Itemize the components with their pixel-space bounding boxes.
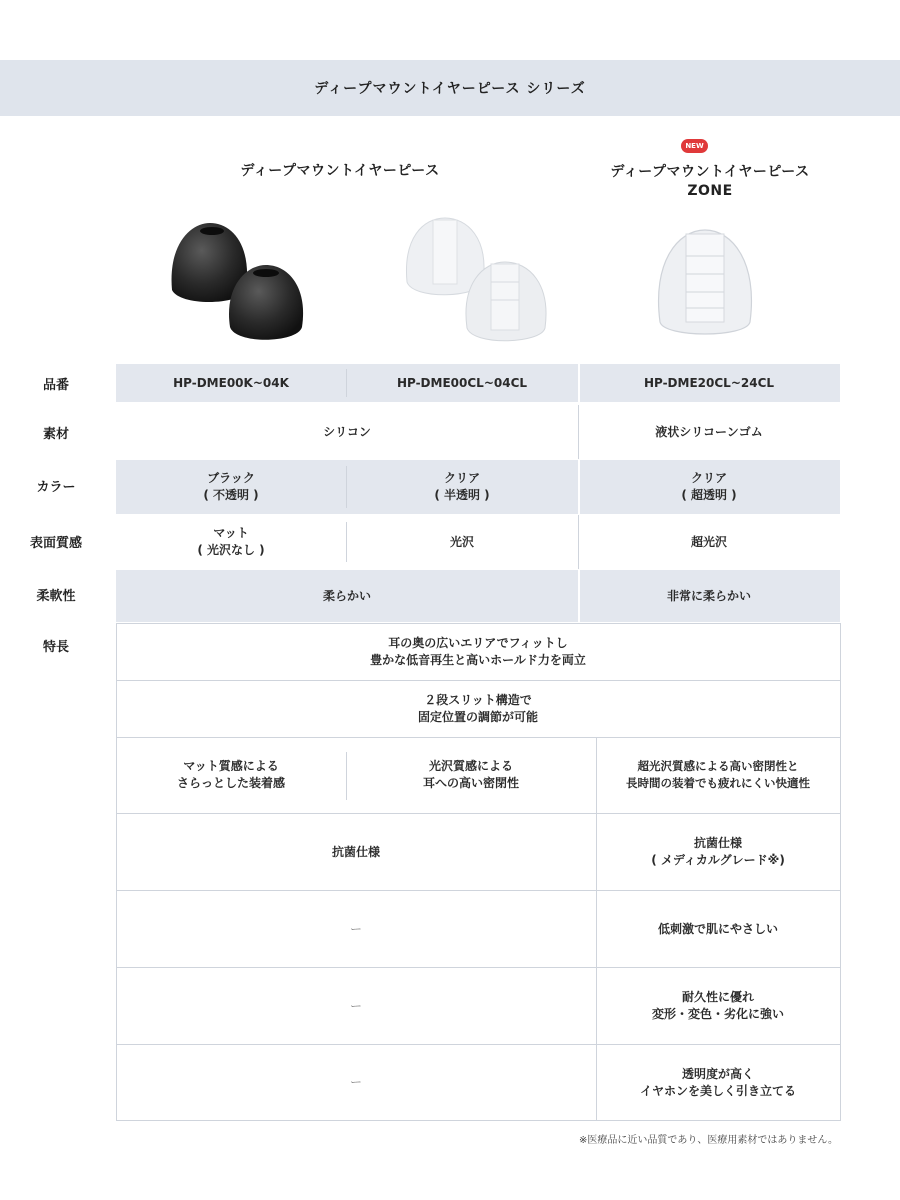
flexibility-soft: 柔らかい — [116, 570, 578, 622]
color-clear-ultra: クリア ( 超透明 ) — [578, 460, 840, 514]
label-texture: 表面質感 — [29, 536, 82, 551]
flexibility-very-soft: 非常に柔らかい — [578, 570, 840, 622]
part-number-zone: HP-DME20CL~24CL — [578, 364, 840, 402]
clear-eartips-image — [395, 210, 565, 350]
product-name-standard: ディープマウントイヤーピース — [240, 163, 440, 179]
material-silicone: シリコン — [323, 424, 371, 439]
banner-title: ディープマウントイヤーピース シリーズ — [314, 81, 586, 97]
feature-ultragloss-comfort: 超光沢質感による高い密閉性と 長時間の装着でも疲れにくい快適性 — [626, 759, 810, 790]
texture-ultra-gloss: 超光沢 — [690, 534, 727, 549]
part-number-black: HP-DME00K~04K — [116, 364, 346, 402]
footnote: ※医療品に近い品質であり、医療用素材ではありません。 — [579, 1135, 838, 1146]
feature-none-2: ー — [349, 998, 362, 1013]
feature-durability: 耐久性に優れ 変形・変色・劣化に強い — [651, 990, 784, 1021]
label-color: カラー — [36, 480, 76, 495]
label-flexibility: 柔軟性 — [36, 589, 76, 604]
texture-matte: マット ( 光沢なし ) — [197, 526, 265, 557]
label-part-number: 品番 — [42, 378, 69, 393]
feature-matte-comfort: マット質感による さらっとした装着感 — [176, 759, 285, 790]
feature-none-1: ー — [349, 921, 362, 936]
series-banner — [0, 60, 900, 116]
part-number-clear: HP-DME00CL~04CL — [346, 364, 578, 402]
product-name-zone: ディープマウントイヤーピース ZONE — [610, 164, 810, 199]
feature-none-3: ー — [349, 1075, 362, 1089]
texture-gloss: 光沢 — [449, 534, 474, 549]
label-material: 素材 — [42, 427, 69, 442]
new-badge: NEW — [681, 139, 708, 153]
black-eartips-image — [160, 215, 320, 350]
color-clear-semi: クリア ( 半透明 ) — [346, 460, 578, 514]
label-features: 特長 — [42, 640, 69, 655]
feature-antibacterial: 抗菌仕様 — [331, 844, 380, 859]
material-liquid-silicone: 液状シリコーンゴム — [655, 424, 763, 439]
zone-eartip-image — [650, 222, 760, 342]
feature-transparency: 透明度が高く イヤホンを美しく引き立てる — [639, 1066, 796, 1098]
feature-gloss-seal: 光沢質感による 耳への高い密閉性 — [422, 759, 519, 790]
feature-hypoallergenic: 低刺激で肌にやさしい — [657, 921, 778, 936]
feature-antibacterial-medical: 抗菌仕様 ( メディカルグレード※) — [651, 836, 785, 867]
feature-fit-bass: 耳の奥の広いエリアでフィットし 豊かな低音再生と高いホールド力を両立 — [370, 635, 586, 667]
color-black: ブラック ( 不透明 ) — [116, 460, 346, 514]
feature-slit-structure: ２段スリット構造で 固定位置の調節が可能 — [417, 692, 538, 724]
